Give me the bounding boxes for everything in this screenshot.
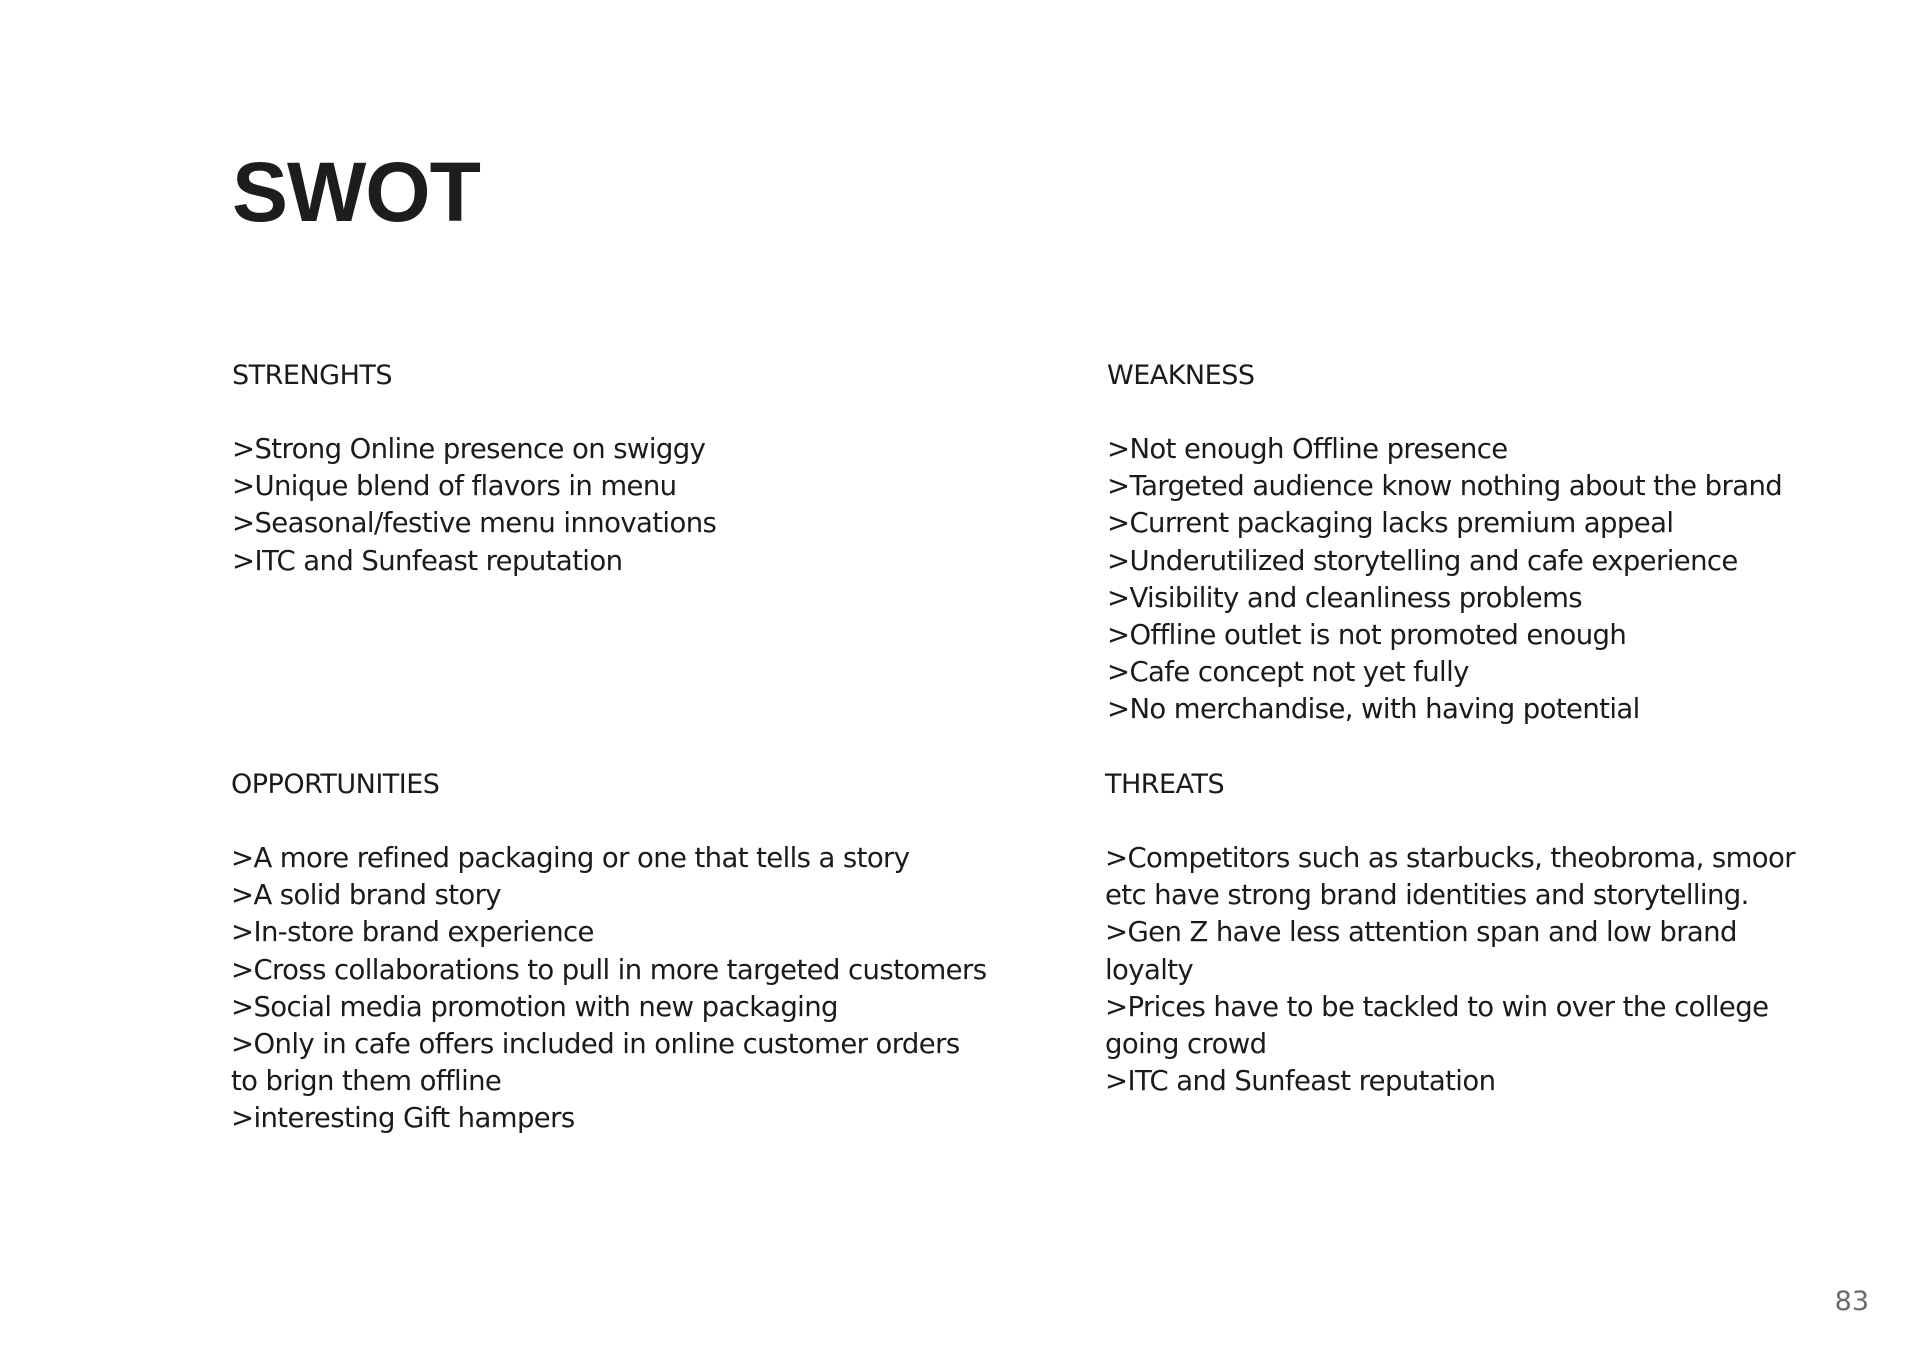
strengths-list	[232, 431, 1052, 580]
threats-section	[1105, 766, 1920, 1100]
opportunities-item: >Social media promotion with new packaging	[231, 990, 838, 1023]
weakness-item: >Not enough Offline presence	[1107, 433, 1508, 465]
weakness-item: >Offline outlet is not promoted enough	[1107, 619, 1627, 652]
threats-item: etc have strong brand identities and storytelling.	[1105, 879, 1749, 912]
opportunities-item: >interesting Gift hampers	[231, 1102, 575, 1135]
weakness-heading: WEAKNESS	[1107, 360, 1255, 391]
page-title: SWOT	[232, 145, 480, 239]
opportunities-item: >Cross collaborations to pull in more targeted customers	[231, 953, 987, 986]
strengths-item: >Seasonal/festive menu innovations	[232, 507, 717, 540]
weakness-item: >No merchandise, with having potential	[1107, 693, 1640, 726]
weakness-section	[1107, 357, 1920, 729]
opportunities-list	[231, 840, 1051, 1138]
opportunities-item: >A solid brand story	[231, 879, 501, 912]
page-number: 83	[1834, 1286, 1869, 1317]
weakness-list	[1107, 431, 1920, 729]
threats-item: >Competitors such as starbucks, theobroma, smoor	[1105, 842, 1795, 874]
opportunities-item: >A more refined packaging or one that tells a story	[231, 842, 910, 874]
strengths-item: >ITC and Sunfeast reputation	[232, 544, 623, 577]
weakness-item: >Underutilized storytelling and cafe experience	[1107, 544, 1738, 577]
threats-item: >Gen Z have less attention span and low brand	[1105, 916, 1737, 949]
threats-item: going crowd	[1105, 1028, 1267, 1061]
weakness-item: >Current packaging lacks premium appeal	[1107, 507, 1674, 540]
opportunities-item: >In-store brand experience	[231, 916, 594, 949]
opportunities-item: to brign them offline	[231, 1065, 502, 1098]
threats-heading: THREATS	[1105, 769, 1225, 800]
threats-item: >ITC and Sunfeast reputation	[1105, 1065, 1496, 1098]
threats-item: loyalty	[1105, 953, 1194, 986]
threats-item: >Prices have to be tackled to win over the college	[1105, 990, 1769, 1023]
strengths-item: >Unique blend of flavors in menu	[232, 470, 677, 503]
opportunities-heading: OPPORTUNITIES	[231, 769, 440, 800]
opportunities-item: >Only in cafe offers included in online customer orders	[231, 1028, 960, 1061]
weakness-item: >Visibility and cleanliness problems	[1107, 581, 1583, 614]
strengths-heading: STRENGHTS	[232, 360, 393, 391]
strengths-item: >Strong Online presence on swiggy	[232, 433, 706, 465]
weakness-item: >Cafe concept not yet fully	[1107, 656, 1469, 689]
threats-list	[1105, 840, 1920, 1100]
weakness-item: >Targeted audience know nothing about the brand	[1107, 470, 1783, 503]
opportunities-section	[231, 766, 1051, 1138]
strengths-section	[232, 357, 1052, 580]
